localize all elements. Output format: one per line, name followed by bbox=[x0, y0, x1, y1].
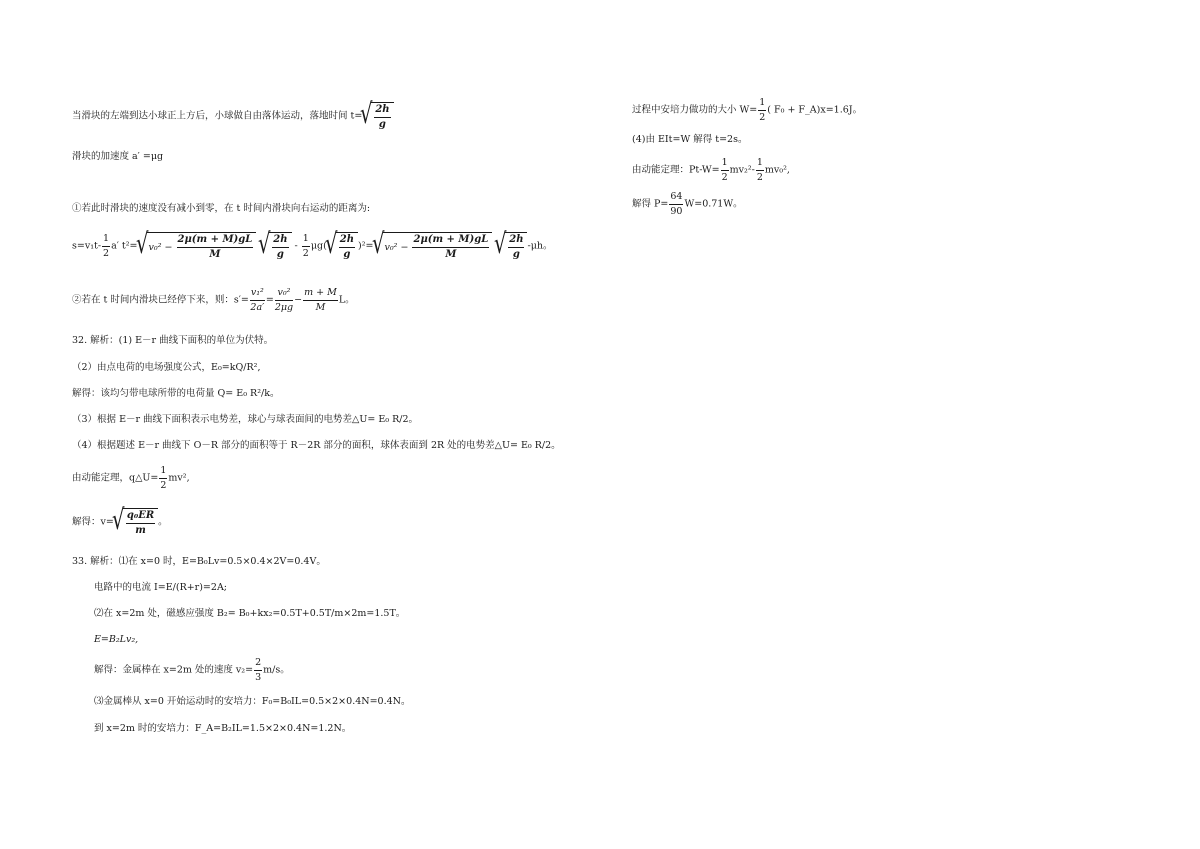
line-q33-current: 电路中的电流 I=E/(R+r)=2A; bbox=[94, 582, 228, 593]
line-distance-formula: s=v₁t- $\frac{1}{2}$ a′ t²=√ v₀² − $\frac{2\mu(m + M)gL}{M}$ √ $\frac{2h}{g}$ - $\frac{1}{2}$ μg( √ $\frac{2h}{g}$ )²=√ v₀² − $\frac{2\mu(m + M)gL}{M}$ √ $\frac{2h}{g}$ -μh。 bbox=[72, 232, 553, 260]
line-case-one: ①若此时滑块的速度没有减小到零，在 t 时间内滑块向右运动的距离为: bbox=[72, 203, 371, 214]
line-q32-part1: 32. 解析：(1) E－r 曲线下面积的单位为伏特。 bbox=[72, 335, 274, 346]
line-q32-part4: （4）根据题述 E－r 曲线下 O－R 部分的面积等于 R－2R 部分的面积，球体表面到 2R 处的电势差△U= E₀ R/2。 bbox=[72, 440, 561, 451]
line-q33-force: 到 x=2m 时的安培力：F_A=B₂IL=1.5×2×0.4N=1.2N。 bbox=[94, 723, 352, 734]
line-time: (4)由 EIt=W 解得 t=2s。 bbox=[632, 134, 748, 145]
line-q32-part2: （2）由点电荷的电场强度公式，E₀=kQ/R², bbox=[72, 362, 261, 373]
line-q33-part3: ⑶金属棒从 x=0 开始运动时的安培力：F₀=B₀IL=0.5×2×0.4N=0.4N。 bbox=[94, 696, 411, 707]
line-q32-energy: 由动能定理，q△U= $\frac{1}{2}$ mv², bbox=[72, 465, 190, 491]
line-fall-time: 当滑块的左端到达小球正上方后，小球做自由落体运动，落地时间 t= √ $\frac{2h}{g}$ bbox=[72, 102, 394, 130]
line-power: 解得 P= $\frac{64}{90}$ W=0.71W。 bbox=[632, 191, 743, 217]
line-energy-theorem: 由动能定理：Pt-W= $\frac{1}{2}$ mv₂²- $\frac{1}{2}$ mv₀², bbox=[632, 157, 790, 183]
line-q33-speed: 解得：金属棒在 x=2m 处的速度 v₂= $\frac{2}{3}$ m/s。 bbox=[94, 657, 290, 683]
line-q32-charge: 解得：该均匀带电球所带的电荷量 Q= E₀ R²/k。 bbox=[72, 388, 280, 399]
line-q32-part3: （3）根据 E－r 曲线下面积表示电势差，球心与球表面间的电势差△U= E₀ R/2。 bbox=[72, 414, 419, 425]
line-acceleration: 滑块的加速度 a′ =μg bbox=[72, 151, 164, 162]
line-case-two: ②若在 t 时间内滑块已经停下来，则：s′= $\frac{\text{v₁²}}{2a'}$ = $\frac{\text{v₀²}}{2\mu g}$ − $\frac{m + M}{M}$ L。 bbox=[72, 287, 355, 313]
line-work: 过程中安培力做功的大小 W= $\frac{1}{2}$ ( F₀ + F_A)x=1.6J。 bbox=[632, 97, 863, 123]
line-q33-part1: 33. 解析：⑴在 x=0 时，E=B₀Lv=0.5×0.4×2V=0.4V。 bbox=[72, 556, 326, 567]
line-q33-part2: ⑵在 x=2m 处，磁感应强度 B₂= B₀+kx₂=0.5T+0.5T/m×2m=1.5T。 bbox=[94, 608, 406, 619]
line-q32-velocity: 解得：v= √ $\frac{\text{q₀ER}}{m}$ 。 bbox=[72, 508, 168, 536]
line-q33-emf: E=B₂Lv₂, bbox=[94, 634, 139, 645]
sqrt-fall-time: √ $\frac{2h}{g}$ bbox=[362, 102, 393, 130]
